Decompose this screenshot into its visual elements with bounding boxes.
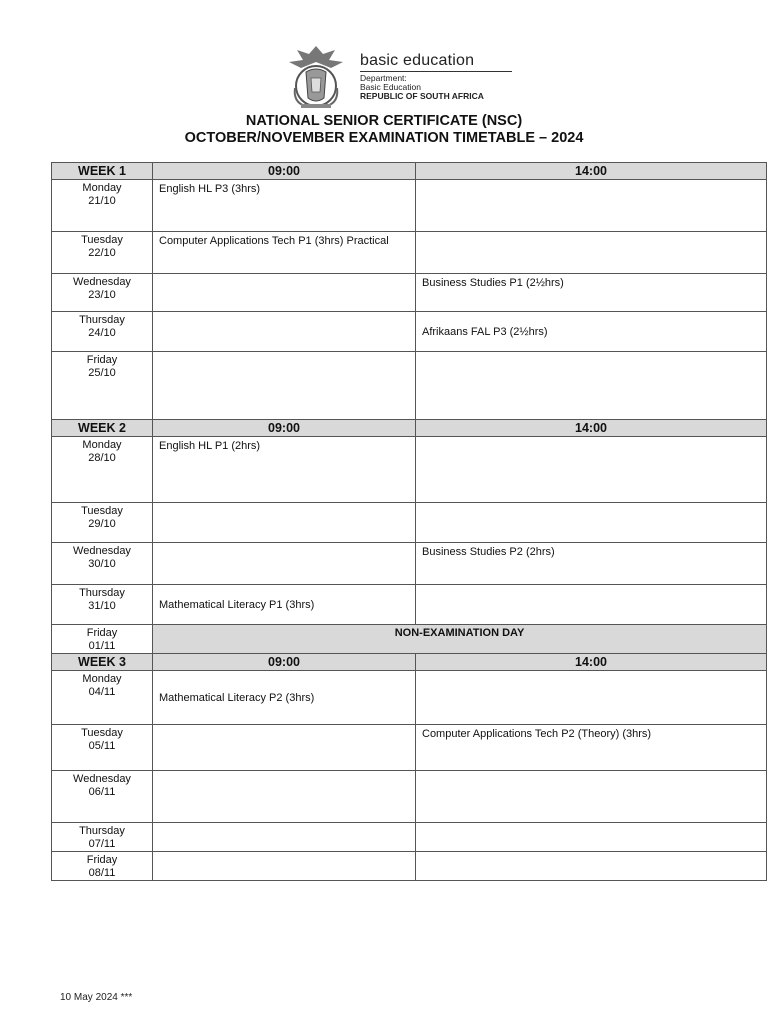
day-row <box>52 503 767 543</box>
day-row <box>52 180 767 232</box>
day-date: 22/10 <box>88 247 116 259</box>
day-name: Friday <box>86 354 118 366</box>
day-date: 21/10 <box>88 195 116 207</box>
exam-slot-pm <box>416 352 767 420</box>
exam-slot-am <box>153 352 416 420</box>
day-cell <box>52 823 153 852</box>
exam-slot-pm: Business Studies P1 (2½hrs) <box>416 274 767 312</box>
day-cell <box>52 671 153 725</box>
exam-slot-pm <box>416 823 767 852</box>
exam-slot-am <box>153 771 416 823</box>
day-cell <box>52 312 153 352</box>
day-name: Friday <box>86 854 118 866</box>
day-cell <box>52 232 153 274</box>
exam-slot-am: English HL P1 (2hrs) <box>153 437 416 503</box>
document-subtitle: OCTOBER/NOVEMBER EXAMINATION TIMETABLE – 2024 <box>184 130 584 146</box>
time-slot-pm: 14:00 <box>416 163 767 180</box>
day-cell <box>52 625 153 654</box>
day-row <box>52 352 767 420</box>
footer-date: 10 May 2024 *** <box>60 992 133 1003</box>
week-label: WEEK 3 <box>52 654 153 671</box>
exam-slot-am <box>153 725 416 771</box>
day-date: 04/11 <box>88 686 116 698</box>
day-name: Monday <box>82 673 122 685</box>
time-slot-am: 09:00 <box>153 163 416 180</box>
exam-slot-pm <box>416 180 767 232</box>
exam-slot-am <box>153 852 416 881</box>
time-slot-am: 09:00 <box>153 654 416 671</box>
day-name: Wednesday <box>73 773 131 785</box>
day-name: Wednesday <box>73 276 131 288</box>
day-cell <box>52 437 153 503</box>
day-row <box>52 852 767 881</box>
week-label: WEEK 1 <box>52 163 153 180</box>
exam-slot-am <box>153 823 416 852</box>
day-name: Thursday <box>79 314 125 326</box>
day-date: 28/10 <box>88 452 116 464</box>
week-label: WEEK 2 <box>52 420 153 437</box>
day-row <box>52 823 767 852</box>
dept-line-2: Basic Education <box>360 82 421 92</box>
time-slot-pm: 14:00 <box>416 654 767 671</box>
day-row <box>52 312 767 352</box>
day-date: 29/10 <box>88 518 116 530</box>
exam-slot-pm: Computer Applications Tech P2 (Theory) (3hrs) <box>416 725 767 771</box>
dept-line-3: REPUBLIC OF SOUTH AFRICA <box>360 91 484 101</box>
exam-slot-am: Computer Applications Tech P1 (3hrs) Practical <box>153 232 416 274</box>
day-name: Tuesday <box>81 505 123 517</box>
day-row <box>52 437 767 503</box>
exam-slot-am: Mathematical Literacy P1 (3hrs) <box>153 585 416 625</box>
day-cell <box>52 852 153 881</box>
non-exam-note: NON-EXAMINATION DAY <box>153 625 767 654</box>
day-cell <box>52 771 153 823</box>
letterhead <box>278 38 528 110</box>
exam-slot-am <box>153 274 416 312</box>
day-name: Tuesday <box>81 727 123 739</box>
day-date: 23/10 <box>88 289 116 301</box>
brand-name: basic education <box>360 52 475 69</box>
day-date: 31/10 <box>88 600 116 612</box>
day-name: Wednesday <box>73 545 131 557</box>
day-row <box>52 671 767 725</box>
exam-slot-pm <box>416 771 767 823</box>
time-slot-pm: 14:00 <box>416 420 767 437</box>
time-slot-am: 09:00 <box>153 420 416 437</box>
day-name: Monday <box>82 182 122 194</box>
day-name: Thursday <box>79 825 125 837</box>
exam-slot-am <box>153 503 416 543</box>
week-header-row <box>52 420 767 437</box>
day-date: 07/11 <box>88 838 116 850</box>
document-title: NATIONAL SENIOR CERTIFICATE (NSC) <box>245 113 523 129</box>
day-cell <box>52 503 153 543</box>
exam-slot-pm <box>416 232 767 274</box>
day-cell <box>52 274 153 312</box>
day-date: 05/11 <box>88 740 116 752</box>
day-cell <box>52 725 153 771</box>
day-cell <box>52 543 153 585</box>
day-row <box>52 232 767 274</box>
day-date: 24/10 <box>88 327 116 339</box>
brand-underline <box>360 71 512 72</box>
exam-slot-am <box>153 312 416 352</box>
day-cell <box>52 352 153 420</box>
day-row <box>52 543 767 585</box>
day-row <box>52 274 767 312</box>
coat-of-arms-icon <box>283 42 349 110</box>
day-date: 30/10 <box>88 558 116 570</box>
day-row <box>52 625 767 654</box>
dept-line-1: Department: <box>360 73 407 83</box>
exam-slot-pm: Business Studies P2 (2hrs) <box>416 543 767 585</box>
day-cell <box>52 585 153 625</box>
exam-slot-pm <box>416 585 767 625</box>
day-date: 01/11 <box>88 640 116 652</box>
day-name: Tuesday <box>81 234 123 246</box>
day-date: 08/11 <box>88 867 116 879</box>
day-row <box>52 771 767 823</box>
exam-slot-am <box>153 543 416 585</box>
day-date: 25/10 <box>88 367 116 379</box>
day-cell <box>52 180 153 232</box>
exam-slot-pm <box>416 852 767 881</box>
exam-slot-pm: Afrikaans FAL P3 (2½hrs) <box>416 312 767 352</box>
day-name: Thursday <box>79 587 125 599</box>
exam-slot-pm <box>416 437 767 503</box>
exam-slot-pm <box>416 671 767 725</box>
department-name <box>360 74 484 101</box>
exam-slot-am: English HL P3 (3hrs) <box>153 180 416 232</box>
day-row <box>52 585 767 625</box>
week-header-row <box>52 654 767 671</box>
exam-slot-am: Mathematical Literacy P2 (3hrs) <box>153 671 416 725</box>
day-date: 06/11 <box>88 786 116 798</box>
timetable <box>51 162 767 881</box>
day-name: Friday <box>86 627 118 639</box>
exam-slot-pm <box>416 503 767 543</box>
week-header-row <box>52 163 767 180</box>
day-name: Monday <box>82 439 122 451</box>
day-row <box>52 725 767 771</box>
